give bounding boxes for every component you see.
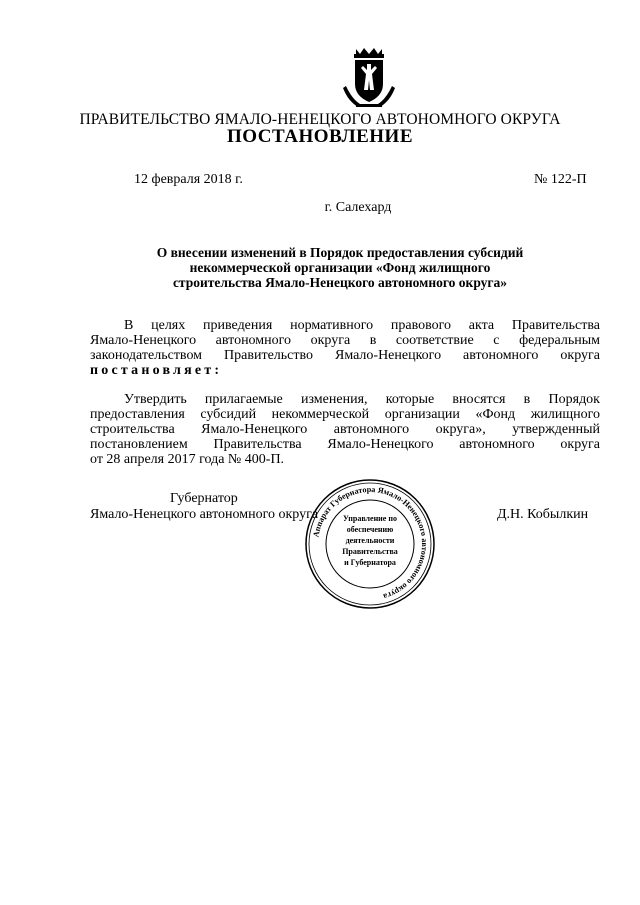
official-seal-stamp — [303, 477, 437, 611]
preamble-paragraph — [90, 318, 600, 378]
document-city: г. Салехард — [324, 200, 392, 215]
paragraph-line: строительства Ямало-Ненецкого автономного округа», утвержденный — [90, 422, 600, 437]
stamp-center-line: и Губернатора — [344, 558, 396, 567]
paragraph-line: Ямало-Ненецкого автономного округа в соответствие с федеральным — [90, 333, 600, 348]
organization-name: ПРАВИТЕЛЬСТВО ЯМАЛО-НЕНЕЦКОГО АВТОНОМНОГО ОКРУГА — [79, 111, 561, 128]
document-type: ПОСТАНОВЛЕНИЕ — [226, 126, 414, 147]
document-title — [120, 245, 560, 290]
resolves-word: постановляет: — [90, 363, 223, 378]
coat-of-arms-emblem — [334, 44, 404, 114]
paragraph-line: от 28 апреля 2017 года № 400-П. — [90, 452, 285, 467]
stamp-center-line: деятельности — [345, 536, 395, 545]
title-line: некоммерческой организации «Фонд жилищного — [189, 260, 491, 275]
operative-paragraph — [90, 392, 600, 467]
stamp-center-line: Управление по — [343, 514, 397, 523]
paragraph-line: В целях приведения нормативного правового акта Правительства — [124, 318, 600, 333]
document-date: 12 февраля 2018 г. — [134, 172, 243, 187]
paragraph-line: постановлением Правительства Ямало-Ненецкого автономного округа — [90, 437, 600, 452]
stamp-center-line: Правительства — [342, 547, 398, 556]
paragraph-line: предоставления субсидий некоммерческой организации «Фонд жилищного — [90, 407, 600, 422]
title-line: О внесении изменений в Порядок предоставления субсидий — [156, 245, 524, 260]
paragraph-line: законодательством Правительство Ямало-Ненецкого автономного округа — [90, 348, 600, 363]
title-line: строительства Ямало-Ненецкого автономного округа» — [172, 275, 508, 290]
signatory-name: Д.Н. Кобылкин — [497, 507, 589, 522]
signatory-region: Ямало-Ненецкого автономного округа — [90, 507, 319, 522]
stamp-ring-text: Аппарат Губернатора Ямало-Ненецкого автономного округа — [311, 484, 430, 602]
paragraph-line: Утвердить прилагаемые изменения, которые вносятся в Порядок — [124, 392, 600, 407]
signatory-position: Губернатор — [170, 491, 238, 506]
document-number: № 122-П — [534, 172, 587, 187]
stamp-center-line: обеспечению — [346, 525, 394, 534]
